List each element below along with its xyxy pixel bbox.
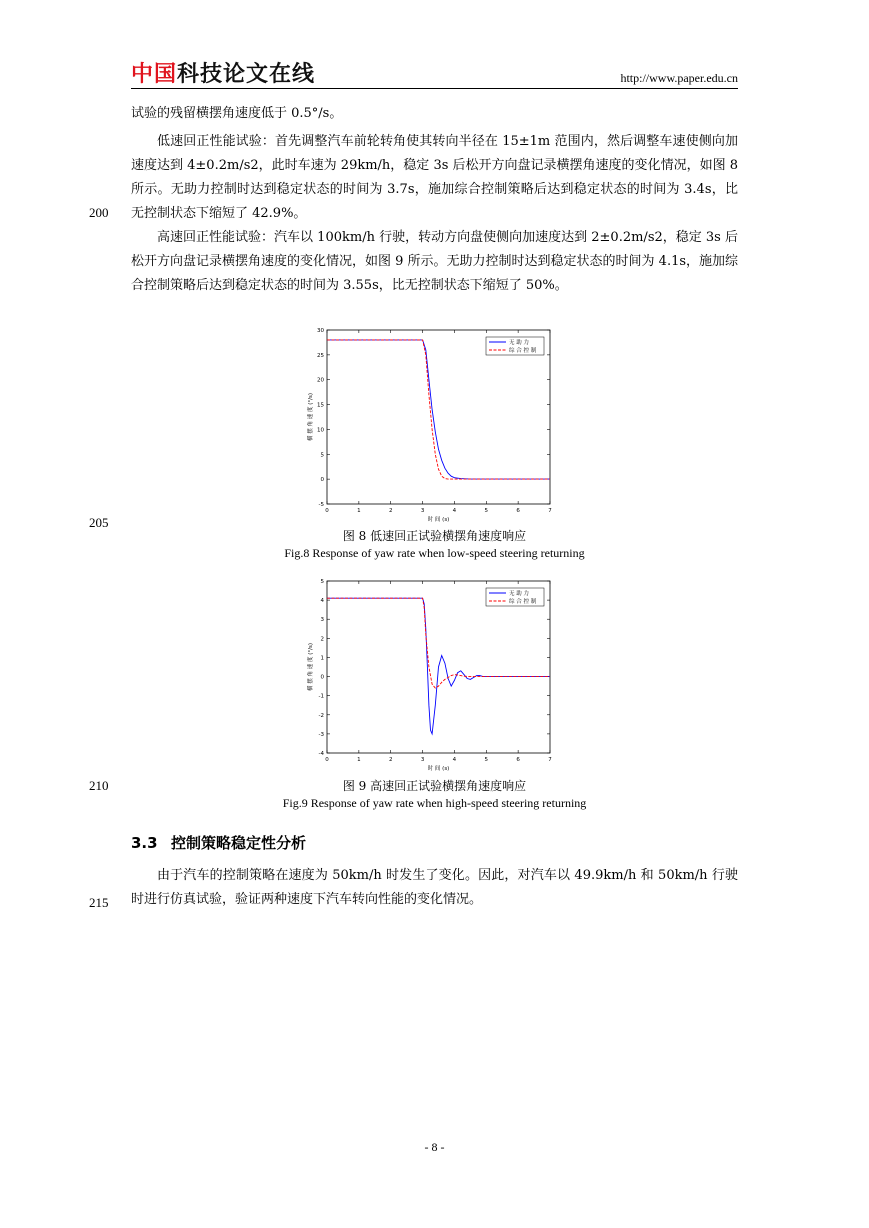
logo-red-text: 中国	[131, 62, 178, 87]
x-tick-label: 1	[357, 508, 361, 514]
paragraph-4: 由于汽车的控制策略在速度为 50km/h 时发生了变化。因此，对汽车以 49.9km/h 和 50km/h 行驶时进行仿真试验，验证两种速度下汽车转向性能的变化情况。	[131, 868, 738, 907]
y-tick-label: 25	[317, 352, 324, 359]
x-tick-label: 3	[420, 757, 425, 763]
y-axis-label: 横 摆 角 速 度 (°/s)	[308, 392, 314, 442]
header-url[interactable]: http://www.paper.edu.cn	[620, 71, 738, 85]
x-tick-label: 5	[484, 508, 489, 514]
x-tick-label: 0	[325, 508, 329, 514]
header-rule	[131, 88, 738, 89]
figure-9-caption-cn: 图 9 高速回正试验横摆角速度响应	[342, 779, 527, 793]
y-tick-label: 1	[320, 655, 324, 662]
figure-8-chart	[300, 322, 562, 524]
x-tick-label: 7	[548, 757, 552, 763]
y-tick-label: -2	[318, 712, 324, 719]
section-heading	[131, 832, 306, 853]
legend-label-2: 综 合 控 制	[509, 348, 537, 354]
line-number-215: 215	[89, 895, 109, 910]
x-tick-label: 2	[388, 757, 393, 763]
section-number: 3.3	[131, 834, 158, 852]
figure-9-caption-en: Fig.9 Response of yaw rate when high-speed steering returning	[282, 796, 587, 810]
x-axis-label: 时 间 (s)	[427, 517, 450, 523]
figure-8-caption-cn: 图 8 低速回正试验横摆角速度响应	[342, 529, 527, 543]
paragraph-3: 高速回正性能试验：汽车以 100km/h 行驶，转动方向盘使侧向加速度达到 2±0.2m/s2，稳定 3s 后松开方向盘记录横摆角速度的变化情况，如图 9 所示。无助力控制时达到稳定状态的时间为 4.1s，施加综合控制策略后达到稳定状态的时间为 3.55s，比无控制状态下缩短了 50%。	[131, 230, 739, 293]
y-tick-label: -3	[318, 731, 324, 738]
y-tick-label: -1	[318, 693, 324, 700]
line-number-205: 205	[89, 515, 109, 530]
section-title: 控制策略稳定性分析	[171, 834, 307, 852]
x-tick-label: 4	[452, 757, 457, 763]
y-tick-label: 0	[320, 674, 324, 681]
y-tick-label: -4	[318, 751, 324, 757]
figure-8-caption-en: Fig.8 Response of yaw rate when low-speed steering returning	[284, 546, 585, 560]
line-number-200: 200	[89, 205, 109, 220]
legend-label-2: 综 合 控 制	[509, 599, 537, 605]
y-tick-label: 20	[317, 377, 324, 384]
x-tick-label: 6	[516, 508, 520, 514]
y-tick-label: 10	[317, 427, 324, 434]
y-tick-label: 0	[320, 477, 324, 484]
x-tick-label: 5	[484, 757, 489, 763]
x-tick-label: 4	[452, 508, 457, 514]
x-tick-label: 6	[516, 757, 520, 763]
y-tick-label: 3	[320, 617, 324, 624]
y-tick-label: 15	[317, 402, 324, 409]
y-tick-label: 2	[320, 636, 324, 643]
y-tick-label: -5	[318, 502, 324, 508]
legend-label-1: 无 助 力	[509, 591, 529, 597]
x-axis-label: 时 间 (s)	[427, 766, 450, 772]
plot-frame	[327, 330, 550, 504]
y-tick-label: 30	[317, 328, 324, 334]
journal-logo	[131, 60, 315, 90]
figure-9-chart	[300, 573, 562, 773]
legend-label-1: 无 助 力	[509, 340, 529, 346]
x-tick-label: 7	[548, 508, 552, 514]
x-tick-label: 0	[325, 757, 329, 763]
y-tick-label: 5	[320, 452, 324, 459]
page-number: - 8 -	[424, 1140, 445, 1154]
y-tick-label: 5	[320, 579, 324, 585]
y-axis-label: 横 摆 角 速 度 (°/s)	[308, 642, 314, 692]
x-tick-label: 1	[357, 757, 361, 763]
line-number-210: 210	[89, 778, 109, 793]
logo-black-text: 科技论文在线	[177, 62, 316, 87]
x-tick-label: 3	[420, 508, 425, 514]
paragraph-2: 低速回正性能试验：首先调整汽车前轮转角使其转向半径在 15±1m 范围内，然后调整车速使侧向加速度达到 4±0.2m/s2，此时车速为 29km/h，稳定 3s 后松开方向盘记录横摆角速度的变化情况，如图 8 所示。无助力控制时达到稳定状态的时间为 3.7s，施加综合控制策略后达到稳定状态的时间为 3.4s，比无控制状态下缩短了 42.9%。	[131, 134, 738, 221]
paragraph-1: 试验的残留横摆角速度低于 0.5°/s。	[131, 106, 343, 121]
y-tick-label: 4	[320, 598, 324, 605]
x-tick-label: 2	[388, 508, 393, 514]
